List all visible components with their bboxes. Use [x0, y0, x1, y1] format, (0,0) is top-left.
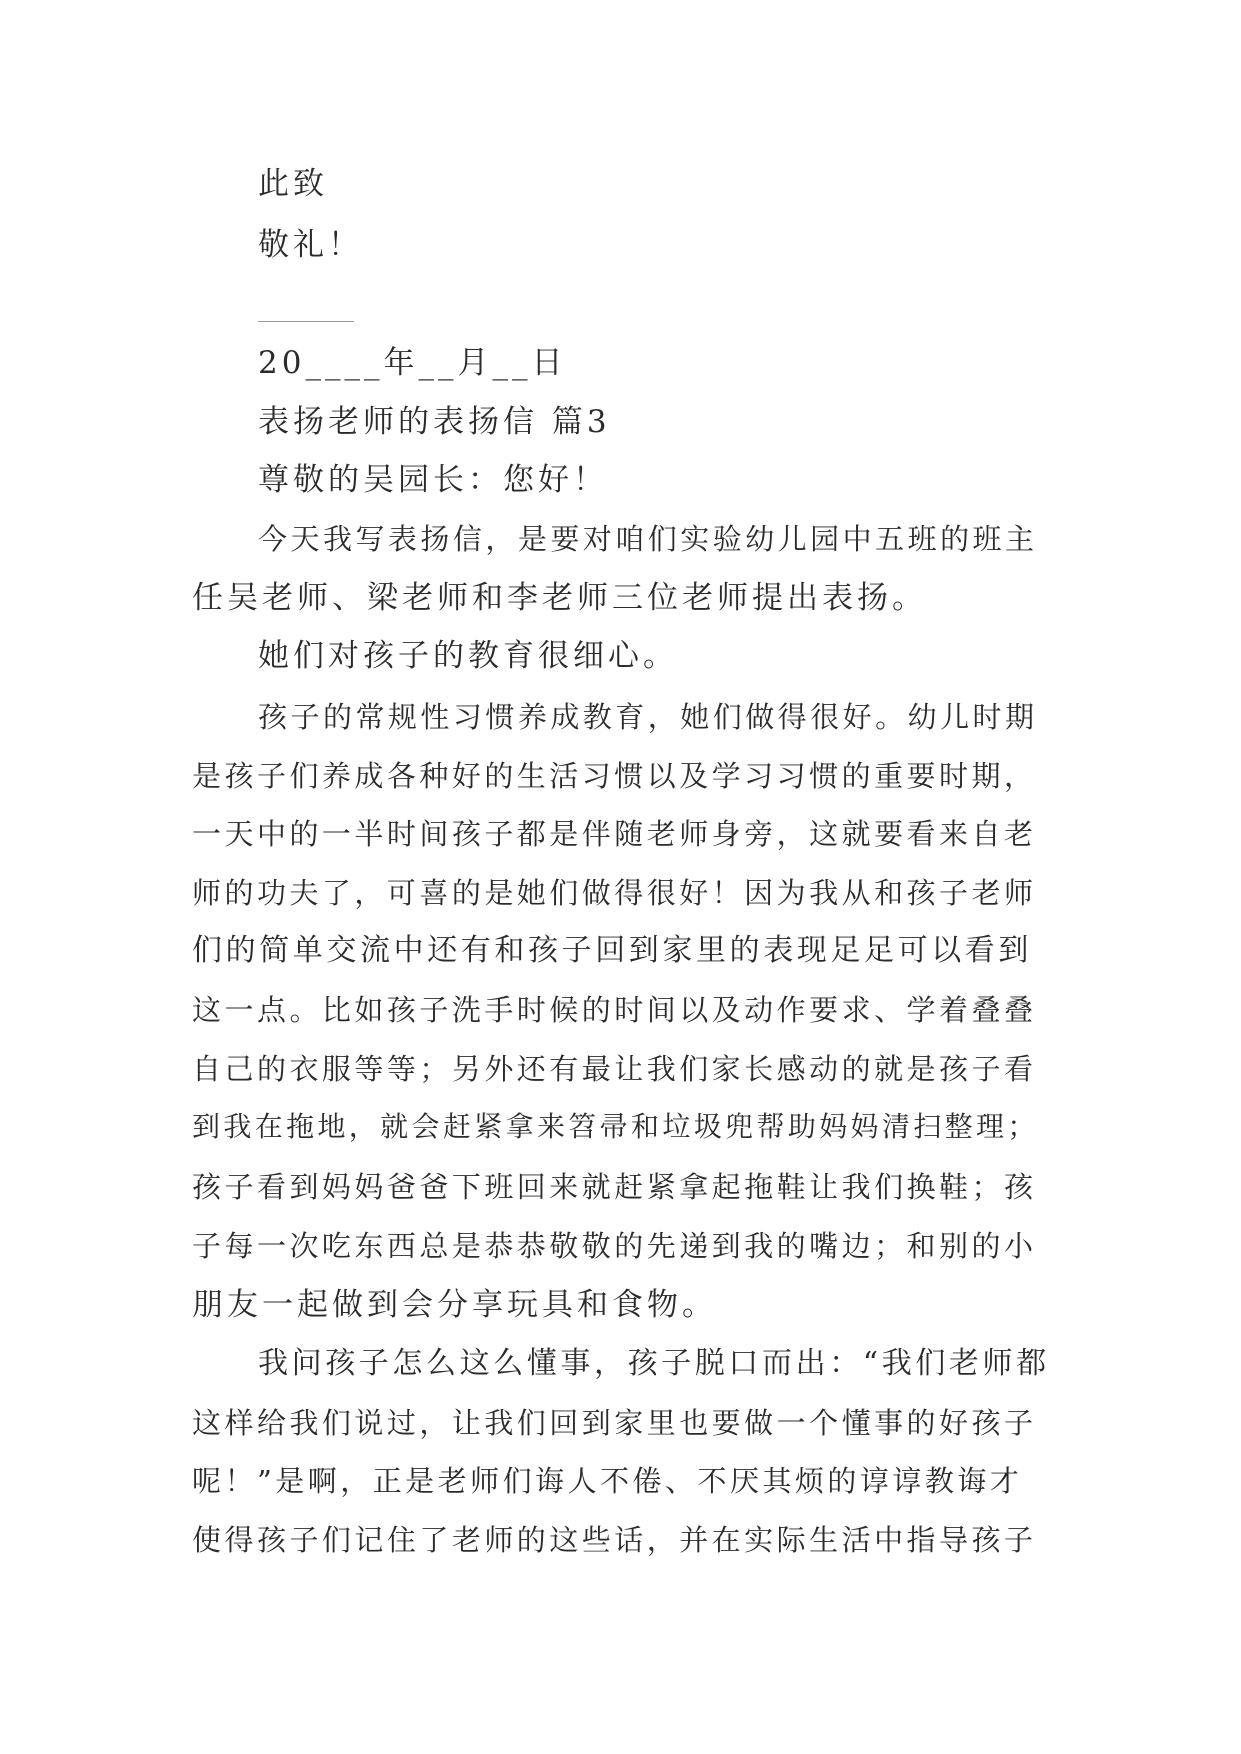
section-heading: 表扬老师的表扬信 篇3	[258, 404, 611, 440]
paragraph-3-line-9: 孩子看到妈妈爸爸下班回来就赶紧拿起拖鞋让我们换鞋；孩	[192, 1170, 1037, 1204]
closing-date: 20____年__月__日	[258, 345, 567, 381]
paragraph-3-line-3: 一天中的一半时间孩子都是伴随老师身旁，这就要看来自老	[192, 817, 1037, 851]
signature-blank-line	[258, 321, 354, 322]
salutation: 尊敬的吴园长：您好！	[258, 462, 608, 498]
paragraph-3-line-4: 师的功夫了，可喜的是她们做得很好！因为我从和孩子老师	[192, 876, 1037, 910]
closing-ci-zhi: 此致	[258, 166, 328, 202]
paragraph-3-line-7: 自己的衣服等等；另外还有最让我们家长感动的就是孩子看	[192, 1052, 1037, 1086]
paragraph-4-line-4: 使得孩子们记住了老师的这些话，并在实际生活中指导孩子	[192, 1523, 1037, 1557]
paragraph-4-line-2: 这样给我们说过，让我们回到家里也要做一个懂事的好孩子	[192, 1406, 1037, 1440]
paragraph-3-line-10: 子每一次吃东西总是恭恭敬敬的先递到我的嘴边；和别的小	[192, 1229, 1037, 1263]
paragraph-3-line-1: 孩子的常规性习惯养成教育，她们做得很好。幼儿时期	[258, 700, 1038, 734]
paragraph-4-line-1: 我问孩子怎么这么懂事，孩子脱口而出：“我们老师都	[258, 1346, 1050, 1381]
paragraph-1-line-2: 任吴老师、梁老师和李老师三位老师提出表扬。	[192, 580, 927, 616]
paragraph-1-line-1: 今天我写表扬信，是要对咱们实验幼儿园中五班的班主	[258, 522, 1038, 556]
paragraph-3-line-2: 是孩子们养成各种好的生活习惯以及学习习惯的重要时期，	[192, 759, 1037, 793]
paragraph-3-line-5: 们的简单交流中还有和孩子回到家里的表现足足可以看到	[192, 933, 1032, 968]
closing-jing-li: 敬礼！	[258, 227, 363, 263]
paragraph-2-line-1: 她们对孩子的教育很细心。	[258, 638, 678, 674]
paragraph-3-line-11: 朋友一起做到会分享玩具和食物。	[192, 1287, 717, 1323]
paragraph-3-line-8: 到我在拖地，就会赶紧拿来笤帚和垃圾兜帮助妈妈清扫整理；	[192, 1110, 1039, 1143]
paragraph-3-line-6: 这一点。比如孩子洗手时候的时间以及动作要求、学着叠叠	[192, 993, 1037, 1027]
paragraph-4-line-3: 呢！”是啊，正是老师们诲人不倦、不厌其烦的谆谆教诲才	[192, 1464, 1023, 1498]
